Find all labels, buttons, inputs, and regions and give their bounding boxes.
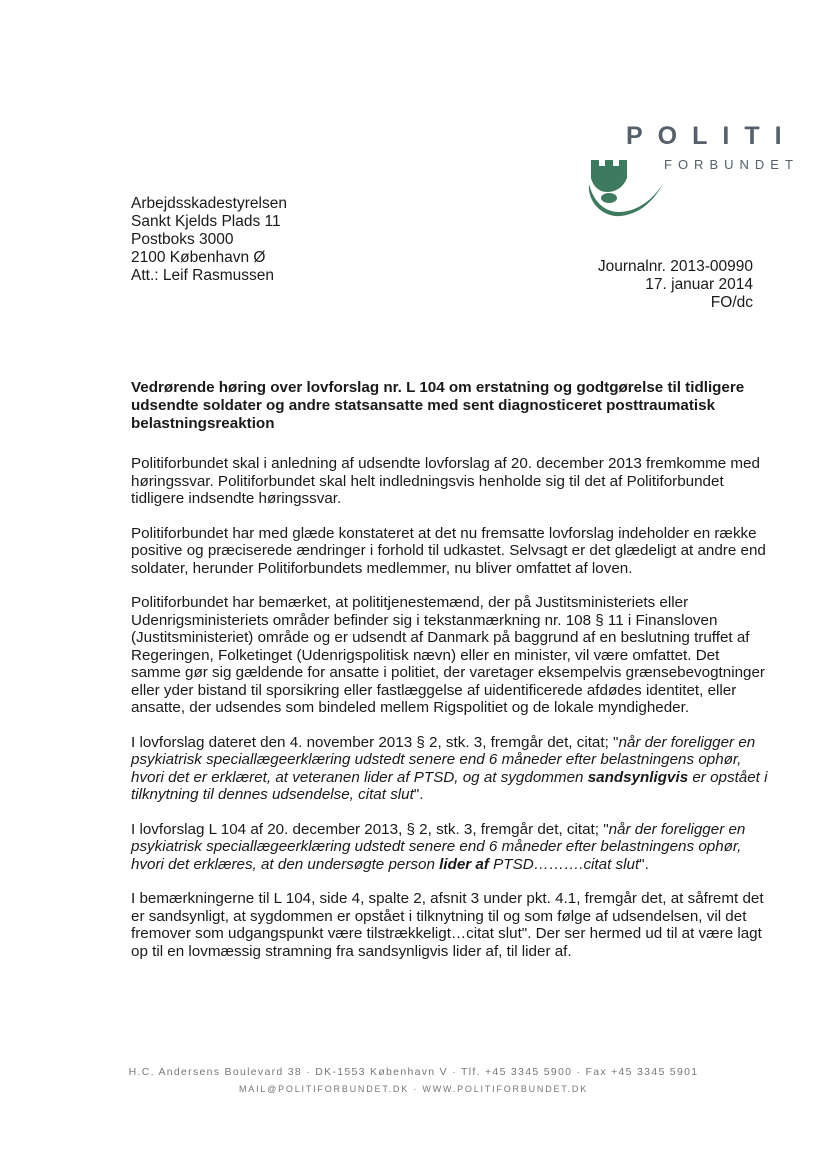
recipient-line: Att.: Leif Rasmussen — [131, 267, 275, 284]
footer-contact: MAIL@POLITIFORBUNDET.DK · WWW.POLITIFORBUNDET.DK — [238, 1084, 589, 1094]
text: ". — [639, 855, 649, 873]
paragraph: Politiforbundet har med glæde konstateret at det nu fremsatte lovforslag indeholder en række positive og præciserede ændringer i forhold til udkastet. Selvsagt er det glædeligt at andre end soldater, herunder Politiforbundets medlemmer, nu bliver omfattet af loven. — [131, 524, 766, 577]
text: I lovforslag dateret den 4. november 2013 § 2, stk. 3, fremgår det, citat; " — [131, 733, 619, 751]
logo-subtitle: FORBUNDET — [664, 157, 799, 172]
letter-body — [131, 455, 771, 977]
quote-text: er opstået i tilknytning til dennes udsendelse, citat slut — [131, 768, 768, 803]
footer-address: H.C. Andersens Boulevard 38 · DK-1553 København V · Tlf. +45 3345 5900 · Fax +45 3345 5901 — [128, 1066, 699, 1078]
police-union-emblem-icon — [585, 158, 665, 228]
journal-number: Journalnr. 2013-00990 — [597, 258, 753, 275]
letter-date: 17. januar 2014 — [645, 276, 753, 293]
paragraph: Politiforbundet har bemærket, at polititjenestemænd, der på Justitsministeriets eller Udenrigsministeriets områder befinder sig i tekstanmærkning nr. 108 § 11 i Finansloven (Justitsministeriet) område og er udsendt af Danmark på baggrund af en beslutning truffet af Regeringen, Folketinget (Udenrigspolitisk nævn) eller en minister, vil være omfattet. Det samme gør sig gældende for ansatte i politiet, der varetager eksempelvis grænsebevogtninger eller yder bistand til sporsikring eller fastlæggelse af uidentificerede afdødes identitet, eller ansatte, der udsendes som bindeled mellem Rigspolitiet og de lokale myndigheder. — [131, 594, 765, 716]
paragraph-quote-2 — [131, 821, 771, 874]
initials: FO/dc — [710, 294, 753, 311]
recipient-line: Postboks 3000 — [131, 231, 234, 248]
quote-text: når der foreligger en psykiatrisk speciallægeerklæring udstedt senere end 6 måneder efter belastningens ophør, hvori det erklæres, at den undersøgte person — [131, 820, 746, 873]
quote-text: PTSD……….citat slut — [488, 855, 640, 873]
logo-wordmark: POLITI — [626, 122, 797, 150]
recipient-line: Sankt Kjelds Plads 11 — [131, 213, 281, 230]
quote-text: når der foreligger en psykiatrisk speciallægeerklæring udstedt senere end 6 måneder efter belastningens ophør, hvori det er erklæret, at veteranen lider af PTSD, og at sygdommen — [131, 733, 756, 786]
text: ". — [413, 786, 424, 803]
text: I lovforslag L 104 af 20. december 2013, § 2, stk. 3, fremgår det, citat; " — [131, 820, 609, 838]
paragraph: Politiforbundet skal i anledning af udsendte lovforslag af 20. december 2013 fremkomme med høringssvar. Politiforbundet skal helt indledningsvis henholde sig til det af Politiforbundet tidligere indsendte høringssvar. — [131, 455, 760, 507]
subject-heading: Vedrørende høring over lovforslag nr. L 104 om erstatning og godtgørelse til tidligere udsendte soldater og andre statsansatte med sent diagnosticeret posttraumatisk belastningsreaktion — [131, 379, 745, 432]
recipient-line: 2100 København Ø — [131, 249, 266, 266]
paragraph: I bemærkningerne til L 104, side 4, spalte 2, afsnit 3 under pkt. 4.1, fremgår det, at såfremt det er sandsynligt, at sygdommen er opstået i tilknytning til og som følge af udsendelsen, vil det fremover som udgangspunkt være tilstrækkeligt…citat slut". Der ser hermed ud til at være lagt op til en lovmæssig stramning fra sandsynligvis lider af, til lider af. — [131, 890, 764, 960]
recipient-address — [131, 195, 287, 285]
emphasis-text: sandsynligvis — [587, 768, 689, 786]
reference-block — [598, 258, 753, 312]
recipient-line: Arbejdsskadestyrelsen — [131, 195, 287, 212]
emphasis-text: lider af — [439, 855, 489, 873]
paragraph-quote-1 — [131, 734, 771, 804]
